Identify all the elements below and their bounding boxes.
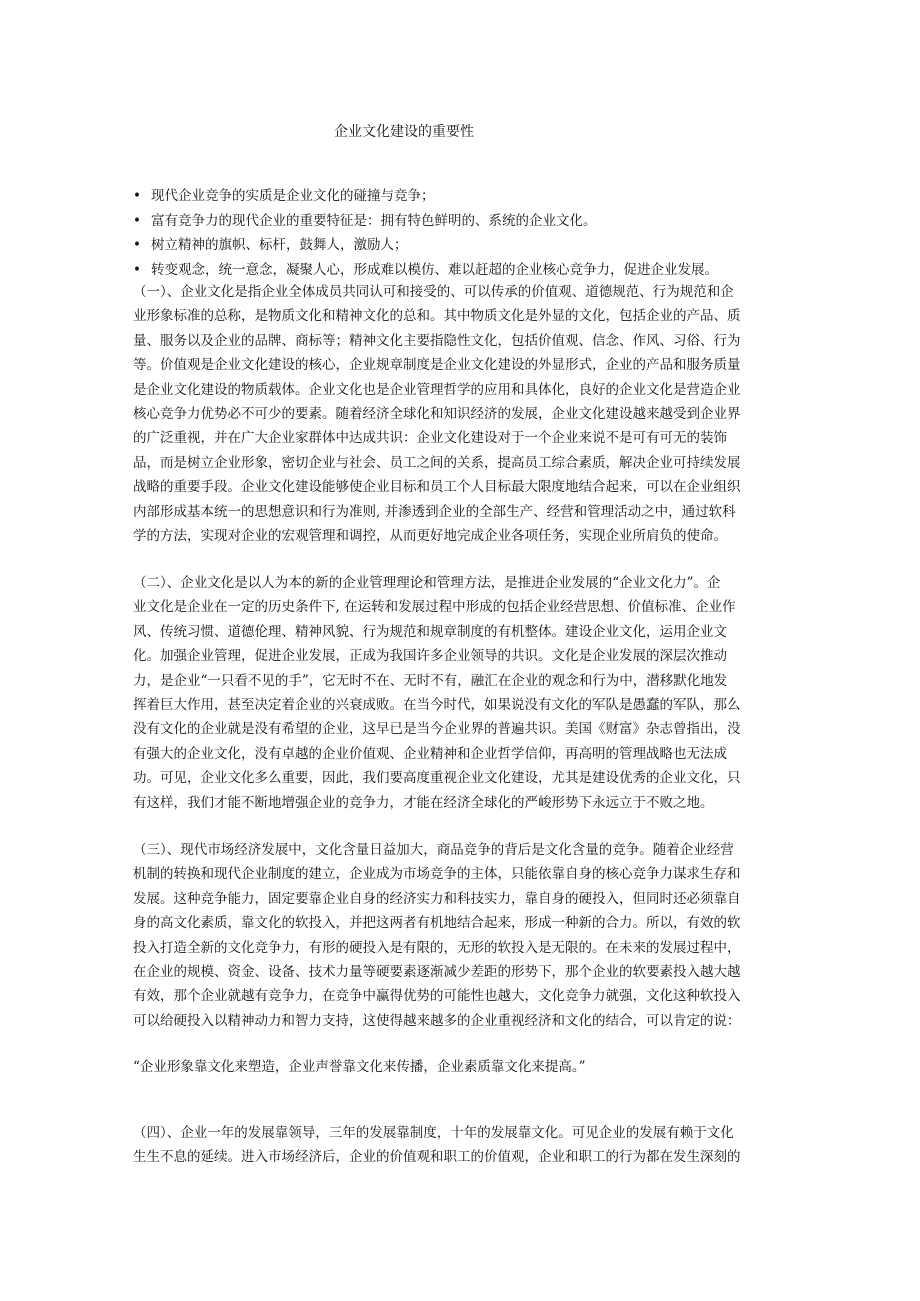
paragraph-1 (133, 280, 797, 548)
text-line: 挥着巨大作用，甚至决定着企业的兴衰成败。在当今时代，如果说没有文化的军队是愚蠢的军队，那么 (133, 697, 741, 714)
text-line: 力，是企业“一只看不见的手”，它无时不在、无时不有，融汇在企业的观念和行为中，潜移默化地发 (133, 672, 728, 689)
paragraph-2 (133, 571, 797, 815)
text-line: 投入打造全新的文化竞争力，有形的硬投入是有限的，无形的软投入是无限的。在未来的发展过程中， (133, 939, 741, 956)
text-line: 业形象标准的总称，是物质文化和精神文化的总和。其中物质文化是外显的文化，包括企业的产品、质 (133, 308, 741, 325)
text-line: 风、传统习惯、道德伦理、精神风貌、行为规范和规章制度的有机整体。建设企业文化，运用企业文 (133, 623, 727, 640)
text-line: 身的高文化素质，靠文化的软投入，并把这两者有机地结合起来，形成一种新的合力。所以，有效的软 (133, 915, 741, 932)
text-line: 量、服务以及企业的品牌、商标等；精神文化主要指隐性文化，包括价值观、信念、作风、习俗、行为 (133, 332, 741, 349)
text-line: 在企业的规模、资金、设备、技术力量等硬要素逐渐减少差距的形势下，那个企业的软要素投入越大越 (133, 964, 741, 981)
bullet-item: • 现代企业竞争的实质是企业文化的碰撞与竞争； (133, 184, 793, 209)
text-line: 有这样，我们才能不断地增强企业的竞争力，才能在经济全球化的严峻形势下永远立于不败之地。 (133, 794, 714, 811)
text-line: “企业形象靠文化来塑造，企业声誉靠文化来传播，企业素质靠文化来提高。” (133, 1059, 586, 1075)
text-line: （四）、企业一年的发展靠领导，三年的发展靠制度，十年的发展靠文化。可见企业的发展有赖于文化 (133, 1125, 734, 1141)
bullet-dot-icon: • (133, 261, 141, 278)
text-line: 生生不息的延续。进入市场经济后，企业的价值观和职工的价值观，企业和职工的行为都在发生深刻的 (133, 1149, 741, 1166)
text-line: 业文化是企业在一定的历史条件下, 在运转和发展过程中形成的包括企业经营思想、价值标准、企业作 (133, 599, 736, 616)
text-line: 等。价值观是企业文化建设的核心，企业规章制度是企业文化建设的外显形式，企业的产品和服务质量 (133, 357, 741, 374)
text-line: （二）、企业文化是以人为本的新的企业管理理论和管理方法，是推进企业发展的“企业文化力”。企 (133, 575, 721, 591)
text-line: 发展。这种竞争能力，固定要靠企业自身的经济实力和科技实力，靠自身的硬投入，但同时还必须靠自 (133, 890, 741, 907)
bullet-item: • 富有竞争力的现代企业的重要特征是：拥有特色鲜明的、系统的企业文化。 (133, 209, 793, 234)
text-line: （三）、现代市场经济发展中，文化含量日益加大，商品竞争的背后是文化含量的竞争。随着企业经营 (133, 842, 734, 858)
text-line: 是企业文化建设的物质载体。企业文化也是企业管理哲学的应用和具体化，良好的企业文化是营造企业 (133, 381, 741, 398)
text-line: 战略的重要手段。企业文化建设能够使企业目标和员工个人目标最大限度地结合起来，可以在企业组织 (133, 479, 741, 496)
paragraph-3 (133, 838, 797, 1033)
paragraph-4 (133, 1121, 797, 1170)
quote-paragraph (133, 1055, 797, 1079)
text-line: 学的方法，实现对企业的宏观管理和调控，从而更好地完成企业各项任务，实现企业所肩负的使命。 (133, 528, 727, 545)
text-line: （一）、企业文化是指企业全体成员共同认可和接受的、可以传承的价值观、道德规范、行为规范和企 (133, 284, 734, 300)
text-line: 机制的转换和现代企业制度的建立，企业成为市场竞争的主体，只能依靠自身的核心竞争力谋求生存和 (133, 866, 741, 883)
text-line: 核心竞争力优势必不可少的要素。随着经济全球化和知识经济的发展，企业文化建设越来越受到企业界 (133, 406, 741, 423)
bullet-dot-icon: • (133, 237, 141, 253)
text-line: 有效，那个企业就越有竞争力，在竞争中赢得优势的可能性也越大，文化竞争力就强，文化这种软投入 (133, 988, 741, 1005)
bullet-list (133, 184, 793, 282)
text-line: 品，而是树立企业形象，密切企业与社会、员工之间的关系，提高员工综合素质，解决企业可持续发展 (133, 454, 741, 471)
text-line: 可以给硬投入以精神动力和智力支持，这使得越来越多的企业重视经济和文化的结合，可以肯定的说： (133, 1012, 741, 1029)
text-line: 功。可见，企业文化多么重要，因此，我们要高度重视企业文化建设，尤其是建设优秀的企业文化，只 (133, 770, 741, 787)
bullet-item: • 树立精神的旗帜、标杆，鼓舞人，激励人； (133, 233, 793, 258)
text-line: 内部形成基本统一的思想意识和行为准则, 并渗透到企业的全部生产、经营和管理活动之中，通过软科 (133, 503, 736, 520)
bullet-item: • 转变观念，统一意念，凝聚人心，形成难以模仿、难以赶超的企业核心竞争力，促进企业发展。 (133, 258, 793, 283)
text-line: 有强大的企业文化，没有卓越的企业价值观、企业精神和企业哲学信仰，再高明的管理战略也无法成 (133, 745, 727, 762)
bullet-dot-icon: • (133, 212, 141, 229)
bullet-dot-icon: • (133, 188, 141, 204)
text-line: 没有文化的企业就是没有希望的企业，这早已是当今企业界的普遍共识。美国《财富》杂志曾指出，没 (133, 721, 741, 738)
text-line: 的广泛重视，并在广大企业家群体中达成共识：企业文化建设对于一个企业来说不是可有可无的装饰 (133, 430, 727, 447)
document-title: 企业文化建设的重要性 (334, 124, 474, 140)
text-line: 化。加强企业管理，促进企业发展，正成为我国许多企业领导的共识。文化是企业发展的深层次推动 (133, 648, 727, 665)
